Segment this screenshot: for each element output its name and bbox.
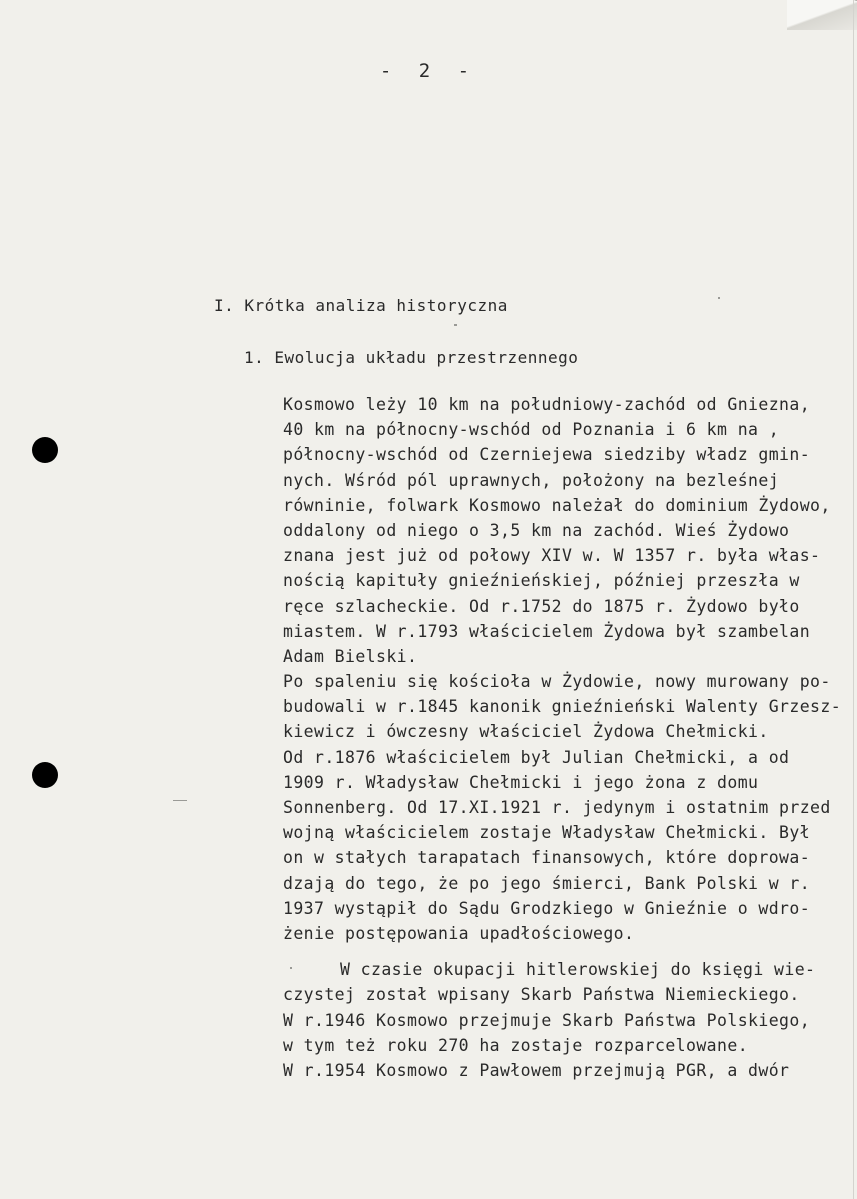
text-line: ręce szlacheckie. Od r.1752 do 1875 r. Żydowo było bbox=[283, 596, 800, 616]
text-line: 1937 wystąpił do Sądu Grodzkiego w Gnieźnie o wdro- bbox=[283, 898, 811, 918]
punch-hole-upper bbox=[32, 437, 58, 463]
folded-corner bbox=[787, 0, 857, 30]
text-line: północny-wschód od Czerniejewa siedziby władz gmin- bbox=[283, 445, 811, 465]
punch-hole-lower bbox=[32, 762, 58, 788]
text-line: nością kapituły gnieźnieńskiej, później przeszła w bbox=[283, 571, 800, 591]
text-line: wojną właścicielem zostaje Władysław Chełmicki. Był bbox=[283, 823, 811, 843]
subsection-heading: 1. Ewolucja układu przestrzennego bbox=[244, 348, 579, 367]
text-line: dzają do tego, że po jego śmierci, Bank Polski w r. bbox=[283, 873, 811, 893]
text-line: Od r.1876 właścicielem był Julian Chełmicki, a od bbox=[283, 747, 790, 767]
section-heading: I. Krótka analiza historyczna bbox=[214, 296, 508, 315]
text-line: Adam Bielski. bbox=[283, 646, 418, 666]
text-line: znana jest już od połowy XIV w. W 1357 r. była włas- bbox=[283, 546, 821, 566]
paragraph-gap bbox=[283, 946, 853, 957]
text-line: Sonnenberg. Od 17.XI.1921 r. jedynym i ostatnim przed bbox=[283, 798, 831, 817]
text-line: budowali w r.1845 kanonik gnieźnieński Walenty Grzesz- bbox=[283, 697, 842, 717]
text-line: W r.1946 Kosmowo przejmuje Skarb Państwa Polskiego, bbox=[283, 1010, 811, 1030]
text-line: kiewicz i ówczesny właściciel Żydowa Chełmicki. bbox=[283, 722, 769, 742]
paragraph-3 bbox=[283, 957, 853, 1083]
paragraph-2 bbox=[283, 669, 853, 946]
ink-speck bbox=[173, 800, 187, 801]
text-line: on w stałych tarapatach finansowych, które doprowa- bbox=[283, 848, 811, 868]
paragraph-1 bbox=[283, 392, 853, 669]
text-line: miastem. W r.1793 właścicielem Żydowa był szambelan bbox=[283, 621, 811, 641]
text-line: w tym też roku 270 ha zostaje rozparcelowane. bbox=[283, 1035, 749, 1055]
text-line: oddalony od niego o 3,5 km na zachód. Wieś Żydowo bbox=[283, 520, 790, 540]
ink-speck bbox=[454, 324, 457, 326]
text-line: czystej został wpisany Skarb Państwa Niemieckiego. bbox=[283, 985, 800, 1005]
text-line: Kosmowo leży 10 km na południowy-zachód od Gniezna, bbox=[283, 395, 811, 414]
text-line: równinie, folwark Kosmowo należał do dominium Żydowo, bbox=[283, 495, 831, 515]
text-line: W czasie okupacji hitlerowskiej do księgi wie- bbox=[340, 960, 816, 980]
text-line: W r.1954 Kosmowo z Pawłowem przejmują PGR, a dwór bbox=[283, 1060, 790, 1080]
text-line: Po spaleniu się kościoła w Żydowie, nowy murowany po- bbox=[283, 672, 831, 692]
page-number: - 2 - bbox=[379, 60, 478, 82]
text-line: 1909 r. Władysław Chełmicki i jego żona z domu bbox=[283, 772, 759, 792]
text-line: 40 km na północny-wschód od Poznania i 6 km na , bbox=[283, 420, 780, 440]
text-line: nych. Wśród pól uprawnych, położony na bezleśnej bbox=[283, 470, 780, 490]
body-text bbox=[283, 392, 853, 1083]
page-edge bbox=[853, 0, 854, 1199]
text-line: żenie postępowania upadłościowego. bbox=[283, 923, 635, 943]
ink-speck bbox=[718, 297, 720, 299]
